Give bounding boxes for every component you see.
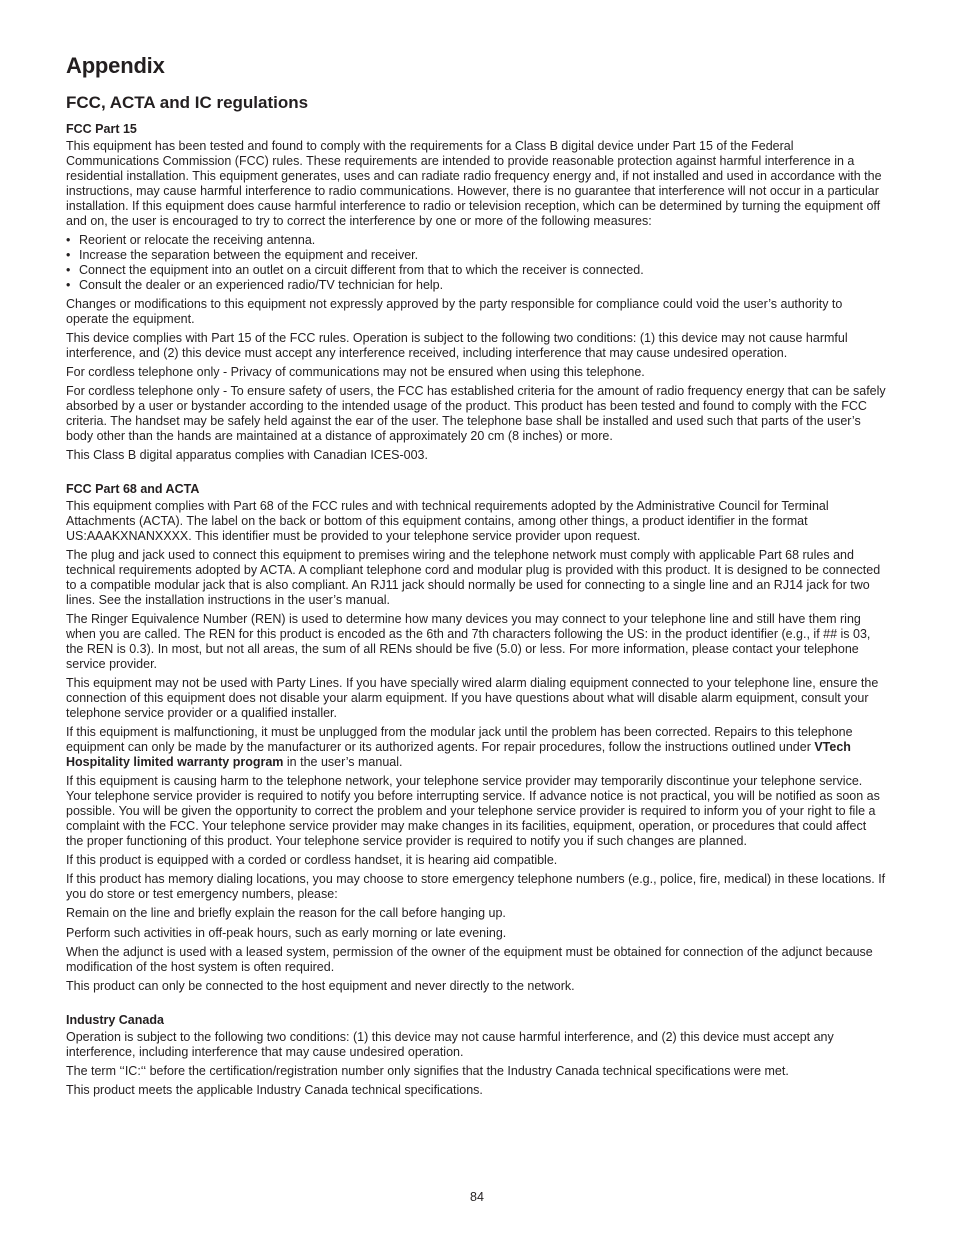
list-item-text: Consult the dealer or an experienced radio/TV technician for help. — [79, 277, 444, 292]
list-item-text: Reorient or relocate the receiving antenna. — [79, 232, 316, 247]
warranty-program-reference: VTech Hospitality limited warranty program — [66, 740, 851, 769]
paragraph-fcc15-intro: This equipment has been tested and found to comply with the requirements for a Class B digital device under Part 15 of the Federal Communications Commission (FCC) rules. These requirements are intended to provide reasonable protection against harmful interference in a residential installation. This equipment generates, uses and can radiate radio frequency energy and, if not installed and used in accordance with the instructions, may cause harmful interference to radio communications. However, there is no guarantee that interference will not occur in a particular installation. If this equipment does cause harmful interference to radio or television reception, which can be determined by turning the equipment off and on, the user is encouraged to try to correct the interference by one or more of the following measures: — [66, 139, 882, 228]
interference-measures-list — [66, 233, 886, 293]
paragraph-privacy: For cordless telephone only - Privacy of communications may not be ensured when using this telephone. — [66, 365, 645, 380]
paragraph-changes: Changes or modifications to this equipment not expressly approved by the party responsible for compliance could void the user’s authority to operate the equipment. — [66, 297, 843, 326]
malfunction-text-start: If this equipment is malfunctioning, it must be unplugged from the modular jack until the problem has been corrected. Repairs to this telephone equipment can only be made by the manufacturer or its authorized agents. For repair procedures, follow the instructions outlined under — [66, 725, 853, 755]
list-item — [66, 278, 886, 293]
paragraph-network-harm: If this equipment is causing harm to the telephone network, your telephone service provider may temporarily discontinue your telephone service. Your telephone service provider is required to notify you before interrupting service. If advance notice is not practical, you will be notified as soon as possible. You will be given the opportunity to correct the problem and your telephone service provider is required to inform you of your right to file a complaint with the FCC. Your telephone service provider may make changes in its facilities, equipment, operation, or procedures that could affect the proper functioning of this product. Your telephone service provider is required to notify you if such changes are planned. — [66, 774, 880, 848]
paragraph-rf-safety: For cordless telephone only - To ensure safety of users, the FCC has established criteria for the amount of radio frequency energy that can be safely absorbed by a user or bystander according to the intended usage of the product. This product has been tested and found to comply with the FCC criteria. The handset may be safely held against the ear of the user. The telephone base shall be installed and used such that parts of the user’s body other than the hands are maintained at a distance of approximately 20 cm (8 inches) or more. — [66, 384, 886, 444]
paragraph-ic-meets: This product meets the applicable Industry Canada technical specifications. — [66, 1083, 483, 1098]
list-item — [66, 233, 886, 248]
paragraph-host-equipment: This product can only be connected to the host equipment and never directly to the network. — [66, 978, 575, 993]
bullet-glyph: • — [66, 262, 71, 277]
document-page — [66, 52, 886, 1102]
subsection-title-fcc-part-68: FCC Part 68 and ACTA — [66, 482, 200, 497]
bullet-glyph: • — [66, 277, 71, 292]
malfunction-text-end: in the user’s manual. — [283, 754, 403, 769]
list-item-text: Connect the equipment into an outlet on a circuit different from that to which the receiver is connected. — [79, 262, 644, 277]
paragraph-ic-operation: Operation is subject to the following two conditions: (1) this device may not cause harmful interference, and (2) this device must accept any interference, including interference that may cause undesired operation. — [66, 1029, 834, 1059]
paragraph-ic-term: The term ‘‘IC:‘‘ before the certification/registration number only signifies that the Industry Canada technical specifications were met. — [66, 1063, 789, 1078]
paragraph-ices: This Class B digital apparatus complies with Canadian ICES-003. — [66, 448, 428, 463]
paragraph-hearing-aid: If this product is equipped with a corded or cordless handset, it is hearing aid compatible. — [66, 853, 558, 867]
bullet-glyph: • — [66, 232, 71, 247]
paragraph-remain-on-line: Remain on the line and briefly explain the reason for the call before hanging up. — [66, 906, 506, 921]
list-item — [66, 263, 886, 278]
paragraph-adjunct: When the adjunct is used with a leased system, permission of the owner of the equipment must be obtained for connection of the adjunct because modification of the host system is often required. — [66, 944, 873, 974]
list-item — [66, 248, 886, 263]
subsection-title-industry-canada: Industry Canada — [66, 1012, 164, 1027]
paragraph-acta: This equipment complies with Part 68 of the FCC rules and with technical requirements adopted by the Administrative Council for Terminal Attachments (ACTA). The label on the back or bottom of this equipment contains, among other things, a product identifier in the format US:AAAKXNANXXXX. This identifier must be provided to your telephone service provider upon request. — [66, 499, 829, 544]
paragraph-ren: The Ringer Equivalence Number (REN) is used to determine how many devices you may connect to your telephone line and still have them ring when you are called. The REN for this product is encoded as the 6th and 7th characters following the US: in the product identifier (e.g., if ## is 03, the REN is 0.3). In most, but not all areas, the sum of all RENs should be five (5.0) or less. For more information, please contact your telephone service provider. — [66, 612, 871, 671]
paragraph-plug-jack: The plug and jack used to connect this equipment to premises wiring and the telephone network must comply with applicable Part 68 rules and technical requirements adopted by ACTA. A compliant telephone cord and modular plug is provided with this product. It is designed to be connected to a compatible modular jack that is also compliant. An RJ11 jack should normally be used for connecting to a single line and an RJ14 jack for two lines. See the installation instructions in the user’s manual. — [66, 548, 881, 608]
paragraph-part15-complies: This device complies with Part 15 of the FCC rules. Operation is subject to the following two conditions: (1) this device may not cause harmful interference, and (2) this device must accept any interference received, including interference that may cause undesired operation. — [66, 331, 848, 361]
section-title: FCC, ACTA and IC regulations — [66, 93, 309, 112]
page-heading: Appendix — [66, 53, 165, 78]
bullet-glyph: • — [66, 247, 71, 262]
page-number: 84 — [470, 1190, 484, 1204]
list-item-text: Increase the separation between the equipment and receiver. — [79, 247, 419, 262]
subsection-title-fcc-part-15: FCC Part 15 — [66, 122, 137, 136]
paragraph-malfunction — [66, 725, 886, 770]
paragraph-party-lines: This equipment may not be used with Party Lines. If you have specially wired alarm dialing equipment connected to your telephone line, ensure the connection of this equipment does not disable your alarm equipment. If you have questions about what will disable alarm equipment, consult your telephone service provider or a qualified installer. — [66, 676, 879, 720]
paragraph-memory-dialing: If this product has memory dialing locations, you may choose to store emergency telephone numbers (e.g., police, fire, medical) in these locations. If you do store or test emergency numbers, please: — [66, 872, 886, 902]
paragraph-off-peak: Perform such activities in off-peak hours, such as early morning or late evening. — [66, 925, 507, 940]
